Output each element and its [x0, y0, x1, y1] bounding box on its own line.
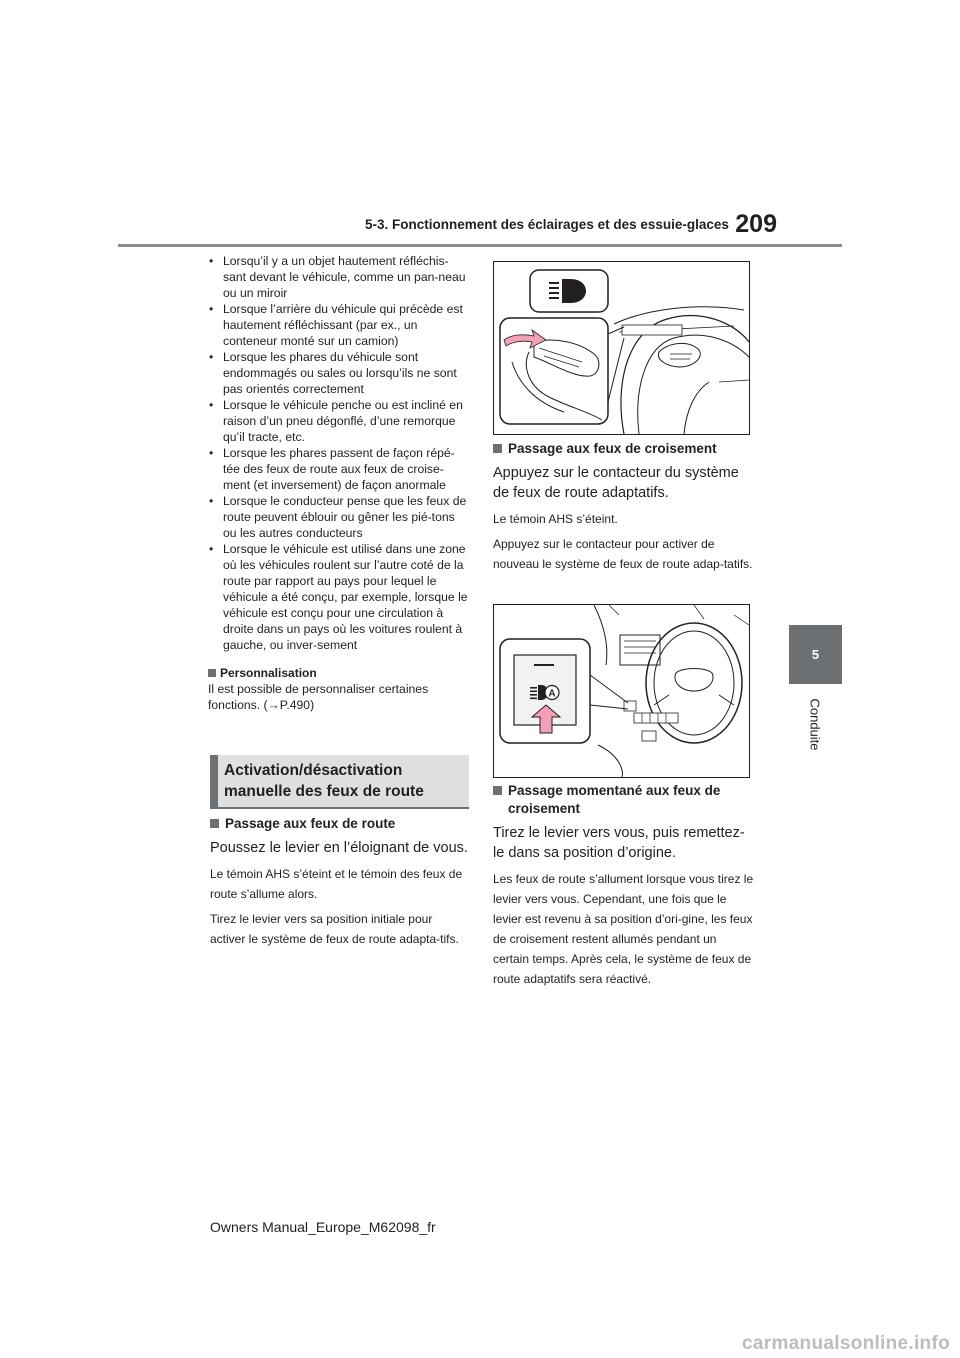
passage-croisement-heading: Passage aux feux de croisement: [493, 440, 755, 458]
watermark: carmanualsonline.info: [742, 1333, 950, 1354]
personnalisation-heading: Personnalisation: [208, 665, 470, 681]
running-header-title: 5-3. Fonctionnement des éclairages et des essuie-glaces: [365, 217, 729, 232]
list-item: • Lorsque les phares du véhicule sont endommagés ou sales ou lorsqu’ils ne sont pas orientés correctement: [209, 350, 457, 396]
header-rule: [118, 244, 842, 247]
square-bullet-icon: [493, 444, 502, 453]
passage-momentane-heading: Passage momentané aux feux de croisement: [493, 782, 755, 818]
switch-letter: A: [548, 688, 556, 700]
section-heading: Activation/désactivation manuelle des feux de route: [224, 762, 424, 800]
passage-momentane-block: [493, 782, 755, 989]
section-heading-box: [210, 755, 469, 809]
page-number: 209: [735, 210, 777, 238]
passage-croisement-instruction: Appuyez sur le contacteur du système de feux de route adaptatifs.: [493, 465, 739, 501]
left-column: [208, 253, 470, 713]
chapter-label: Conduite: [807, 697, 823, 751]
passage-route-instruction: Poussez le levier en l’éloignant de vous.: [210, 840, 468, 856]
bullet-list: [208, 253, 470, 653]
lever-illustration: [493, 261, 750, 435]
passage-croisement-note: Appuyez sur le contacteur pour activer de nouveau le système de feux de route adap-tatifs.: [493, 537, 753, 571]
square-bullet-icon: [210, 819, 219, 828]
footer-text: Owners Manual_Europe_M62098_fr: [210, 1219, 436, 1235]
list-item: • Lorsqu’il y a un objet hautement réfléchis-sant devant le véhicule, comme un pan-neau ou un miroir: [209, 254, 466, 300]
chapter-label-wrapper: [770, 694, 860, 754]
passage-momentane-instruction: Tirez le levier vers vous, puis remettez-le dans sa position d’origine.: [493, 825, 745, 861]
square-bullet-icon: [208, 669, 216, 677]
personnalisation-text: Il est possible de personnaliser certaines fonctions. (→P.490): [208, 682, 429, 712]
chapter-tab: [789, 625, 842, 684]
passage-route-note: Tirez le levier vers sa position initiale pour activer le système de feux de route adapta-tifs.: [210, 912, 459, 946]
list-item: • Lorsque le conducteur pense que les feux de route peuvent éblouir ou gêner les pié-tons ou les autres conducteurs: [209, 494, 467, 540]
section-heading-bar: [210, 755, 218, 807]
passage-croisement-block: [493, 440, 755, 574]
passage-route-note: Le témoin AHS s’éteint et le témoin des feux de route s’allume alors.: [210, 867, 463, 901]
list-item: • Lorsque l’arrière du véhicule qui précède est hautement réfléchissant (par ex., un conteneur monté sur un camion): [209, 302, 463, 348]
ahs-switch-illustration: [493, 604, 750, 778]
list-item: • Lorsque les phares passent de façon répé-tée des feux de route aux feux de croise-ment (et inversement) de façon anormale: [209, 446, 455, 492]
square-bullet-icon: [493, 786, 502, 795]
passage-croisement-note: Le témoin AHS s’éteint.: [493, 512, 618, 526]
passage-momentane-note: Les feux de route s’allument lorsque vous tirez le levier vers vous. Cependant, une fois que le levier est revenu à sa position d’ori-gine, les feux de croisement restent allumés pendant un certain temps. Après cela, le système de feux de route adaptatifs sera réactivé.: [493, 872, 754, 986]
chapter-number: 5: [811, 647, 820, 662]
list-item: • Lorsque le véhicule est utilisé dans une zone où les véhicules roulent sur l’autre coté de la route par rapport au pays pour lequel le véhicule a été conçu, par exemple, lorsque le véhicule est conçu pour une circulation à droite dans un pays où les voitures roulent à gauche, ou inver-sement: [209, 542, 468, 652]
list-item: • Lorsque le véhicule penche ou est incliné en raison d’un pneu dégonflé, d’une remorque qu’il tracte, etc.: [209, 398, 463, 444]
passage-route-block: [210, 815, 470, 949]
passage-route-heading: Passage aux feux de route: [210, 815, 470, 833]
